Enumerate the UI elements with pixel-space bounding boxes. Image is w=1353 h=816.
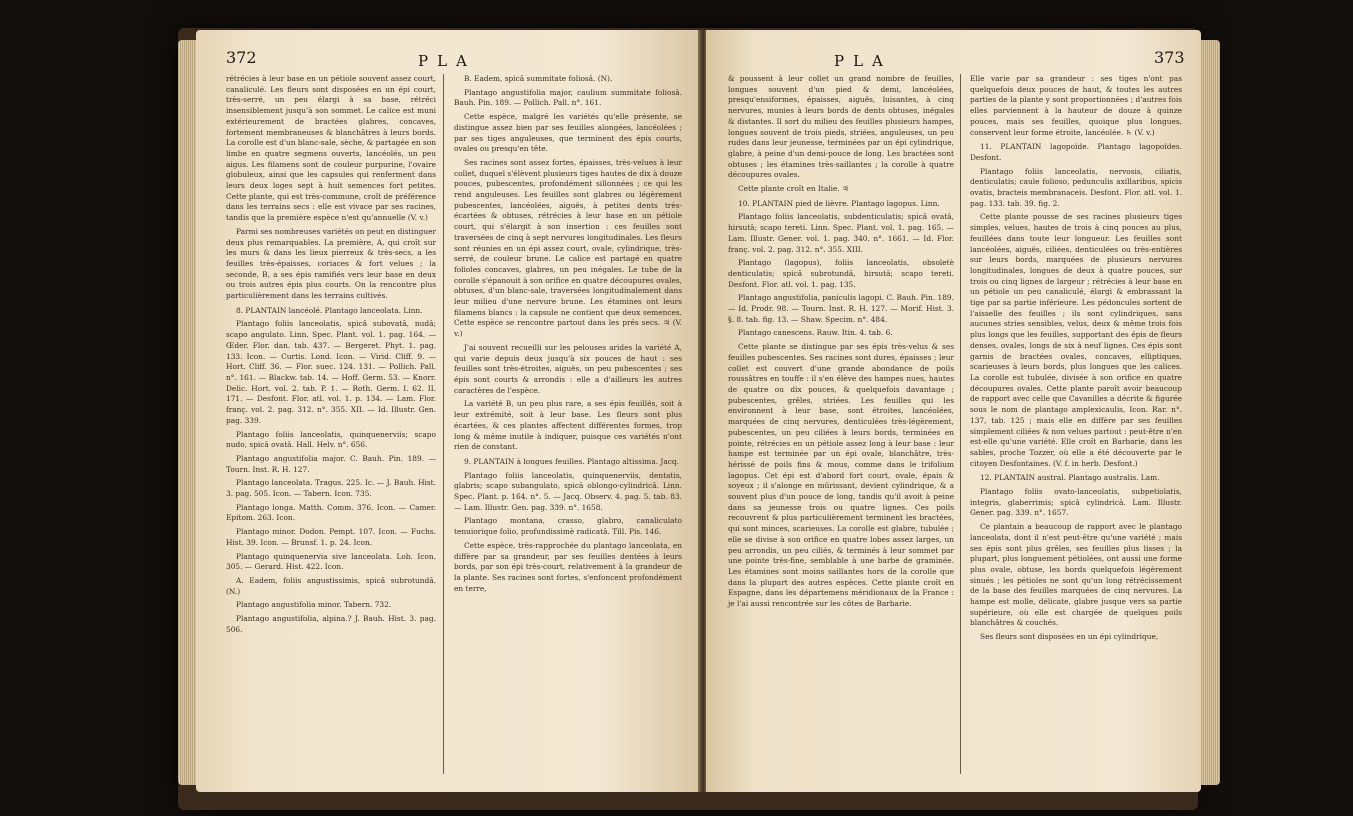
right-page: [706, 30, 1201, 792]
species-heading: 11. PLANTAIN lagopoïde. Plantago lagopoïdes. Desfont.: [970, 142, 1182, 162]
paragraph: Plantago angustifolia, paniculis lagopi. C. Bauh. Pin. 189. — Id. Prodr. 98. — Tourn. Inst. R. H. 127. — Morif. Hist. 3. §. 8. tab. fig. 13. — Shaw. Specim. n°. 484.: [728, 293, 954, 324]
left-column-2: [454, 74, 682, 597]
paragraph: Plantago foliis lanceolatis, quinquenerviis; scapo nudo, spicâ ovatâ. Hall. Helv. n°. 656.: [226, 429, 436, 450]
column-rule: [443, 74, 444, 774]
column-rule: [960, 74, 961, 774]
paragraph: Plantago foliis ovato-lanceolatis, subpetiolatis, integris, glaberrimis; spicâ cylindricâ. Lam. Illustr. Gener. pag. 339. n°. 1657.: [970, 487, 1182, 518]
paragraph: Plantago foliis lanceolatis, nervosis, ciliatis, denticulatis; caule folioso, pedunculis axillaribus, spicis ovatis, bracteis membranaceis. Desfont. Flor. atl. vol. 1. pag. 133. tab. 39. fig. 2.: [970, 166, 1182, 208]
paragraph: A. Eadem, foliis angustissimis, spicâ subrotundâ. (N.): [226, 575, 436, 596]
paragraph: Elle varie par sa grandeur : ses tiges n'ont pas quelquefois deux pouces de haut, & toutes les autres parties de la plante y sont proportionnées ; d'autres fois elles parviennent à la hauteur de douze à quinze pouces, mais ses feuilles, quoique plus longues, conservent leur forme étroite, lancéolée. ♄ (V. v.): [970, 74, 1182, 137]
page-edges-left: [178, 40, 196, 785]
paragraph: Plantago quinquenervia sive lanceolata. Lob. Icon. 305. — Gerard. Hist. 422. Icon.: [226, 551, 436, 572]
left-page-header: PLA: [418, 52, 476, 70]
paragraph: Cette plante croît en Italie. ♃: [738, 184, 849, 194]
right-page-header: PLA: [834, 52, 892, 70]
paragraph: Plantago (lagopus), foliis lanceolatis, obsoletè denticulatis; spicâ subrotundâ, hirsutâ; scapo tereti. Desfont. Flor. atl. vol. 1. pag. 135.: [728, 258, 954, 289]
paragraph: Cette espèce, très-rapprochée du plantago lanceolata, en diffère par sa grandeur, par ses feuilles dentées à leurs bords, par son épi très-court, relativement à la grandeur de la plante. Ses racines sont fortes, s'enfoncent profondément en terre,: [454, 540, 682, 593]
right-page-number: 373: [1154, 48, 1185, 67]
paragraph: B. Eadem, spicâ summitate foliosâ. (N).: [464, 74, 613, 83]
paragraph: Plantago foliis lanceolatis, spicâ subovatâ, nudâ; scapo angulato. Linn. Spec. Plant. vol. 1. pag. 164. — Œder. Flor. dan. tab. 437. — Bergeret. Phyt. 1. pag. 133. Icon. — Curtis. Lond. Icon. — Virid. Cliff. 9. — Hort. Cliff. 36. — Flor. suec. 124. 131. — Pollich. Pall. n°. 161. — Blackw. tab. 14. — Hoff. Germ. 53. — Knorr. Delic. Hort. vol. 2. tab. P. 1. — Roth. Germ. I. 62. II. 171. — Desfont. Flor. atl. vol. 1. p. 134. — Lam. Flor. franç. vol. 2. pag. 312. n°. 355. XII. — Id. Illustr. Gen. pag. 339.: [226, 319, 436, 425]
paragraph: Parmi ses nombreuses variétés on peut en distinguer deux plus remarquables. La première, A, qui croît sur les murs & dans les lieux pierreux & très-secs, a les feuilles très-épaisses, coriaces & fort velues ; la seconde, B, a ses épis ramifiés vers leur base en deux ou trois autres épis plus courts. On la rencontre plus particulièrement dans les terrains cultivés.: [226, 226, 436, 301]
left-page: [196, 30, 701, 792]
right-column-2: [970, 74, 1182, 646]
paragraph: Plantago canescens. Rauw. Itin. 4. tab. 6.: [738, 328, 893, 338]
paragraph: J'ai souvent recueilli sur les pelouses arides la variété A, qui varie depuis deux jusqu'à six pouces de haut : ses feuilles sont très-étroites, aiguës, un peu pubescentes ; ses épis sont courts & arrondis : elle a d'ailleurs les autres caractères de l'espèce.: [454, 342, 682, 395]
paragraph: Ses racines sont assez fortes, épaisses, très-velues à leur collet, duquel s'élèvent plusieurs tiges hautes de dix à douze pouces, pubescentes, profondément sillonnées ; ce qui les rend anguleuses. Les feuilles sont glabres ou légèrement pubescentes, lancéolées, aiguës, à petites dents très-écartées & obtuses, rétrécies à leur base en un pétiole court, qui s'élargit à son insertion : ces feuilles sont traversées de cinq à sept nervures longitudinales. Les fleurs sont réunies en un épi assez court, ovale, cylindrique, très-serré, de couleur brune. Le calice est partagé en quatre folioles concaves, glabres, un peu inégales. Le tube de la corolle s'épanouit à son orifice en quatre découpures ovales, obtuses, d'un blanc-sale, traversées longitudinalement dans leur milieu d'une nervure brune. Les étamines ont leurs filamens blancs : la capsule ne contient que deux semences. Cette espèce se rencontre partout dans les prés secs. ♃ (V. v.): [454, 157, 682, 339]
paragraph: Plantago foliis lanceolatis, quinquenerviis, dentatis, glabris; scapo subangulato, spicâ oblongo-cylindricâ. Linn. Spec. Plant. p. 164. n°. 5. — Jacq. Observ. 4. pag. 5. tab. 83. — Lam. Illustr. Gen. pag. 339. n°. 1658.: [454, 470, 682, 512]
paragraph: Plantago angustifolia minor. Tabern. 732.: [236, 600, 392, 610]
right-column-1: [728, 74, 954, 613]
paragraph: Cette plante se distingue par ses épis très-velus & ses feuilles pubescentes. Ses racines sont dures, épaisses ; leur collet est couvert d'une grande abondance de poils roussâtres en touffe : il s'en élève des hampes nues, hautes de quatre ou dix pouces, & quelquefois davantage ; pubescentes, grêles, striées. Les feuilles qui les environnent à leur base, sont étroites, lancéolées, marquées de cinq nervures, denticulées très-légèrement, pubescentes, un peu ciliées à leurs bords, terminées en pointe, rétrécies en un pétiole assez long à leur base : leur hampe est terminée par un épi ovale, blanchâtre, très-hérissé de poils fins & mous, comme dans le trifolium lagopus. Cet épi est d'abord fort court, ovale, épais & soyeux ; il s'alonge en mûrissant, devient cylindrique, & a souvent plus d'un pouce de long, tandis qu'il avoit à peine dans sa jeunesse trois ou quatre lignes. Ces poils recouvrent & plus particulièrement terminent les bractées, qui sont minces, scarieuses. La corolle est glabre, tubulée ; elle se divise à son orifice en quatre lobes assez larges, un peu arrondis, un peu ciliés, & terminés à leur sommet par une pointe très-fine, semblable à une barbe de graminée. Les étamines sont moins saillantes hors de la corolle que dans la plupart des autres espèces. Cette plante croît en Espagne, dans les départemens méridionaux de la France : je l'ai aussi rencontrée sur les côtes de Barbarie.: [728, 342, 954, 609]
paragraph: Ses fleurs sont disposées en un épi cylindrique,: [980, 632, 1159, 642]
species-heading: 9. PLANTAIN à longues feuilles. Plantago altissima. Jacq.: [464, 456, 680, 466]
paragraph: Cette espèce, malgré les variétés qu'elle présente, se distingue assez bien par ses feuilles alongées, lancéolées ; par ses tiges anguleuses, que terminent des épis courts, ovales ou presqu'en tête.: [454, 112, 682, 154]
left-column-1: [226, 74, 436, 638]
species-heading: 8. PLANTAIN lancéolé. Plantago lanceolata. Linn.: [236, 305, 423, 315]
species-heading: 10. PLANTAIN pied de lièvre. Plantago lagopus. Linn.: [738, 198, 940, 208]
paragraph: Plantago angustifolia major, caulium summitate foliosâ. Bauh. Pin. 189. — Pollich. Pall. n°. 161.: [454, 87, 682, 108]
paragraph: rétrécies à leur base en un pétiole souvent assez court, canaliculé. Les fleurs sont disposées en un épi court, très-serré, un peu élargi à sa base, rétréci insensiblement jusqu'à son sommet. Le calice est muni extérieurement de bractées glabres, concaves, fortement membraneuses & blanchâtres à leurs bords. La corolle est d'un blanc-sale, sèche, & partagée en son limbe en quatre segmens ouverts, lancéolés, un peu aigus. Les filamens sont de couleur purpurine, l'ovaire globuleux, ainsi que les capsules qui renferment dans leurs deux loges sept à huit semences fort petites. Cette plante, qui est très-commune, croît de préférence dans les terrains secs : elle est vivace par ses racines, tandis que la première espèce n'est qu'annuelle (V. v.): [226, 74, 436, 223]
paragraph: Plantago longa. Matth. Comm. 376. Icon. — Camer. Epitom. 263. Icon.: [226, 502, 436, 523]
paragraph: Plantago angustifolia, alpina.? J. Bauh. Hist. 3. pag. 506.: [226, 614, 436, 634]
paragraph: La variété B, un peu plus rare, a ses épis feuillés, soit à leur extrémité, soit à leur base. Les fleurs sont plus écartées, & ces plantes affectent différentes formes, trop long & même inutile à indiquer, puisque ces variétés n'ont rien de constant.: [454, 399, 682, 452]
paragraph: Plantago angustifolia major. C. Bauh. Pin. 189. — Tourn. Inst. R. H. 127.: [226, 453, 436, 474]
paragraph: Cette plante pousse de ses racines plusieurs tiges simples, velues, hautes de trois à cinq pouces au plus, feuillées dans toute leur longueur. Les feuilles sont lancéolées, aiguës, ciliées, denticulées ou très-entières sur leurs bords, marquées de plusieurs nervures longitudinales, longues de deux à quatre pouces, sur trois ou cinq lignes de largeur ; rétrécies à leur base en un pétiole un peu canaliculé, élargi & embrassant la tige par sa partie inférieure. Les pédoncules sortent de l'aisselle des feuilles ; ils sont cylindriques, sans aucunes stries sensibles, velus, deux & même trois fois plus longs que les feuilles, supportant des épis de fleurs denses, ovales, longs de six à neuf lignes. Ces épis sont garnis de bractées ovales, concaves, elliptiques, scarieuses à leurs bords, plus longues que les calices. La corolle est tubulée, divisée à son orifice en quatre découpures ovales. Cette plante paroît avoir beaucoup de rapport avec celle que Cavanilles a décrite & figurée sous le nom de plantago amplexicaulis, Icon. Rar. n°. 137, tab. 125 ; mais elle en diffère par ses feuilles simplement ciliées & non velues partout : peut-être n'en est-elle qu'une variété. Elle croît en Barbarie, dans les sables, proche Tozzer, où elle a été découverte par le citoyen Desfontaines. (V. f. in herb. Desfont.): [970, 212, 1182, 468]
paragraph: & poussent à leur collet un grand nombre de feuilles, longues souvent d'un pied & demi, lancéolées, presqu'ensiformes, épaisses, aiguës, luisantes, à cinq nervures, munies à leurs bords de dents obtuses, inégales & distantes. Il sort du milieu des feuilles plusieurs hampes, longues souvent de trois pieds, striées, anguleuses, un peu rudes dans leur jeunesse, terminées par un épi cylindrique, glabre, à peine d'un demi-pouce de long. Les bractées sont obtuses ; les étamines très-saillantes ; la corolle à quatre découpures ovales.: [728, 74, 954, 180]
paragraph: Plantago lanceolata. Tragus. 225. Ic. — J. Bauh. Hist. 3. pag. 505. Icon. — Tabern. Icon. 735.: [226, 478, 436, 499]
species-heading: 12. PLANTAIN austral. Plantago australis. Lam.: [980, 473, 1160, 483]
paragraph: Ce plantain a beaucoup de rapport avec le plantago lanceolata, dont il n'est peut-être qu'une variété ; mais ses épis sont plus grêles, ses feuilles plus lisses ; la plupart, plus longuement pétiolées, ont aussi une forme plus ovale, obtuse, les bords quelquefois légèrement sinués ; les pétioles ne sont qu'un long rétrécissement de la base des feuilles marquées de cinq nervures. La hampe est molle, délicate, glabre jusque vers sa partie supérieure, où elle est chargée de quelques poils blanchâtres & couchés.: [970, 522, 1182, 628]
left-page-number: 372: [226, 48, 257, 67]
paragraph: Plantago minor. Dodon. Pempt. 107. Icon. — Fuchs. Hist. 39. Icon. — Brunsf. 1. p. 24. Icon.: [226, 527, 436, 547]
paragraph: Plantago foliis lanceolatis, subdenticulatis; spicâ ovatâ, hirsutâ; scapo tereti. Linn. Spec. Plant. vol. 1. pag. 165. — Lam. Illustr. Gener. vol. 1. pag. 340. n°. 1661. — Id. Flor. franç. vol. 2. pag. 312. n°. 355. XIII.: [728, 212, 954, 254]
page-edges-right: [1200, 40, 1220, 785]
paragraph: Plantago montana, crasso, glabro, canaliculato tenuiorique folio, profundissimè radicatâ. Till. Pis. 146.: [454, 516, 682, 537]
